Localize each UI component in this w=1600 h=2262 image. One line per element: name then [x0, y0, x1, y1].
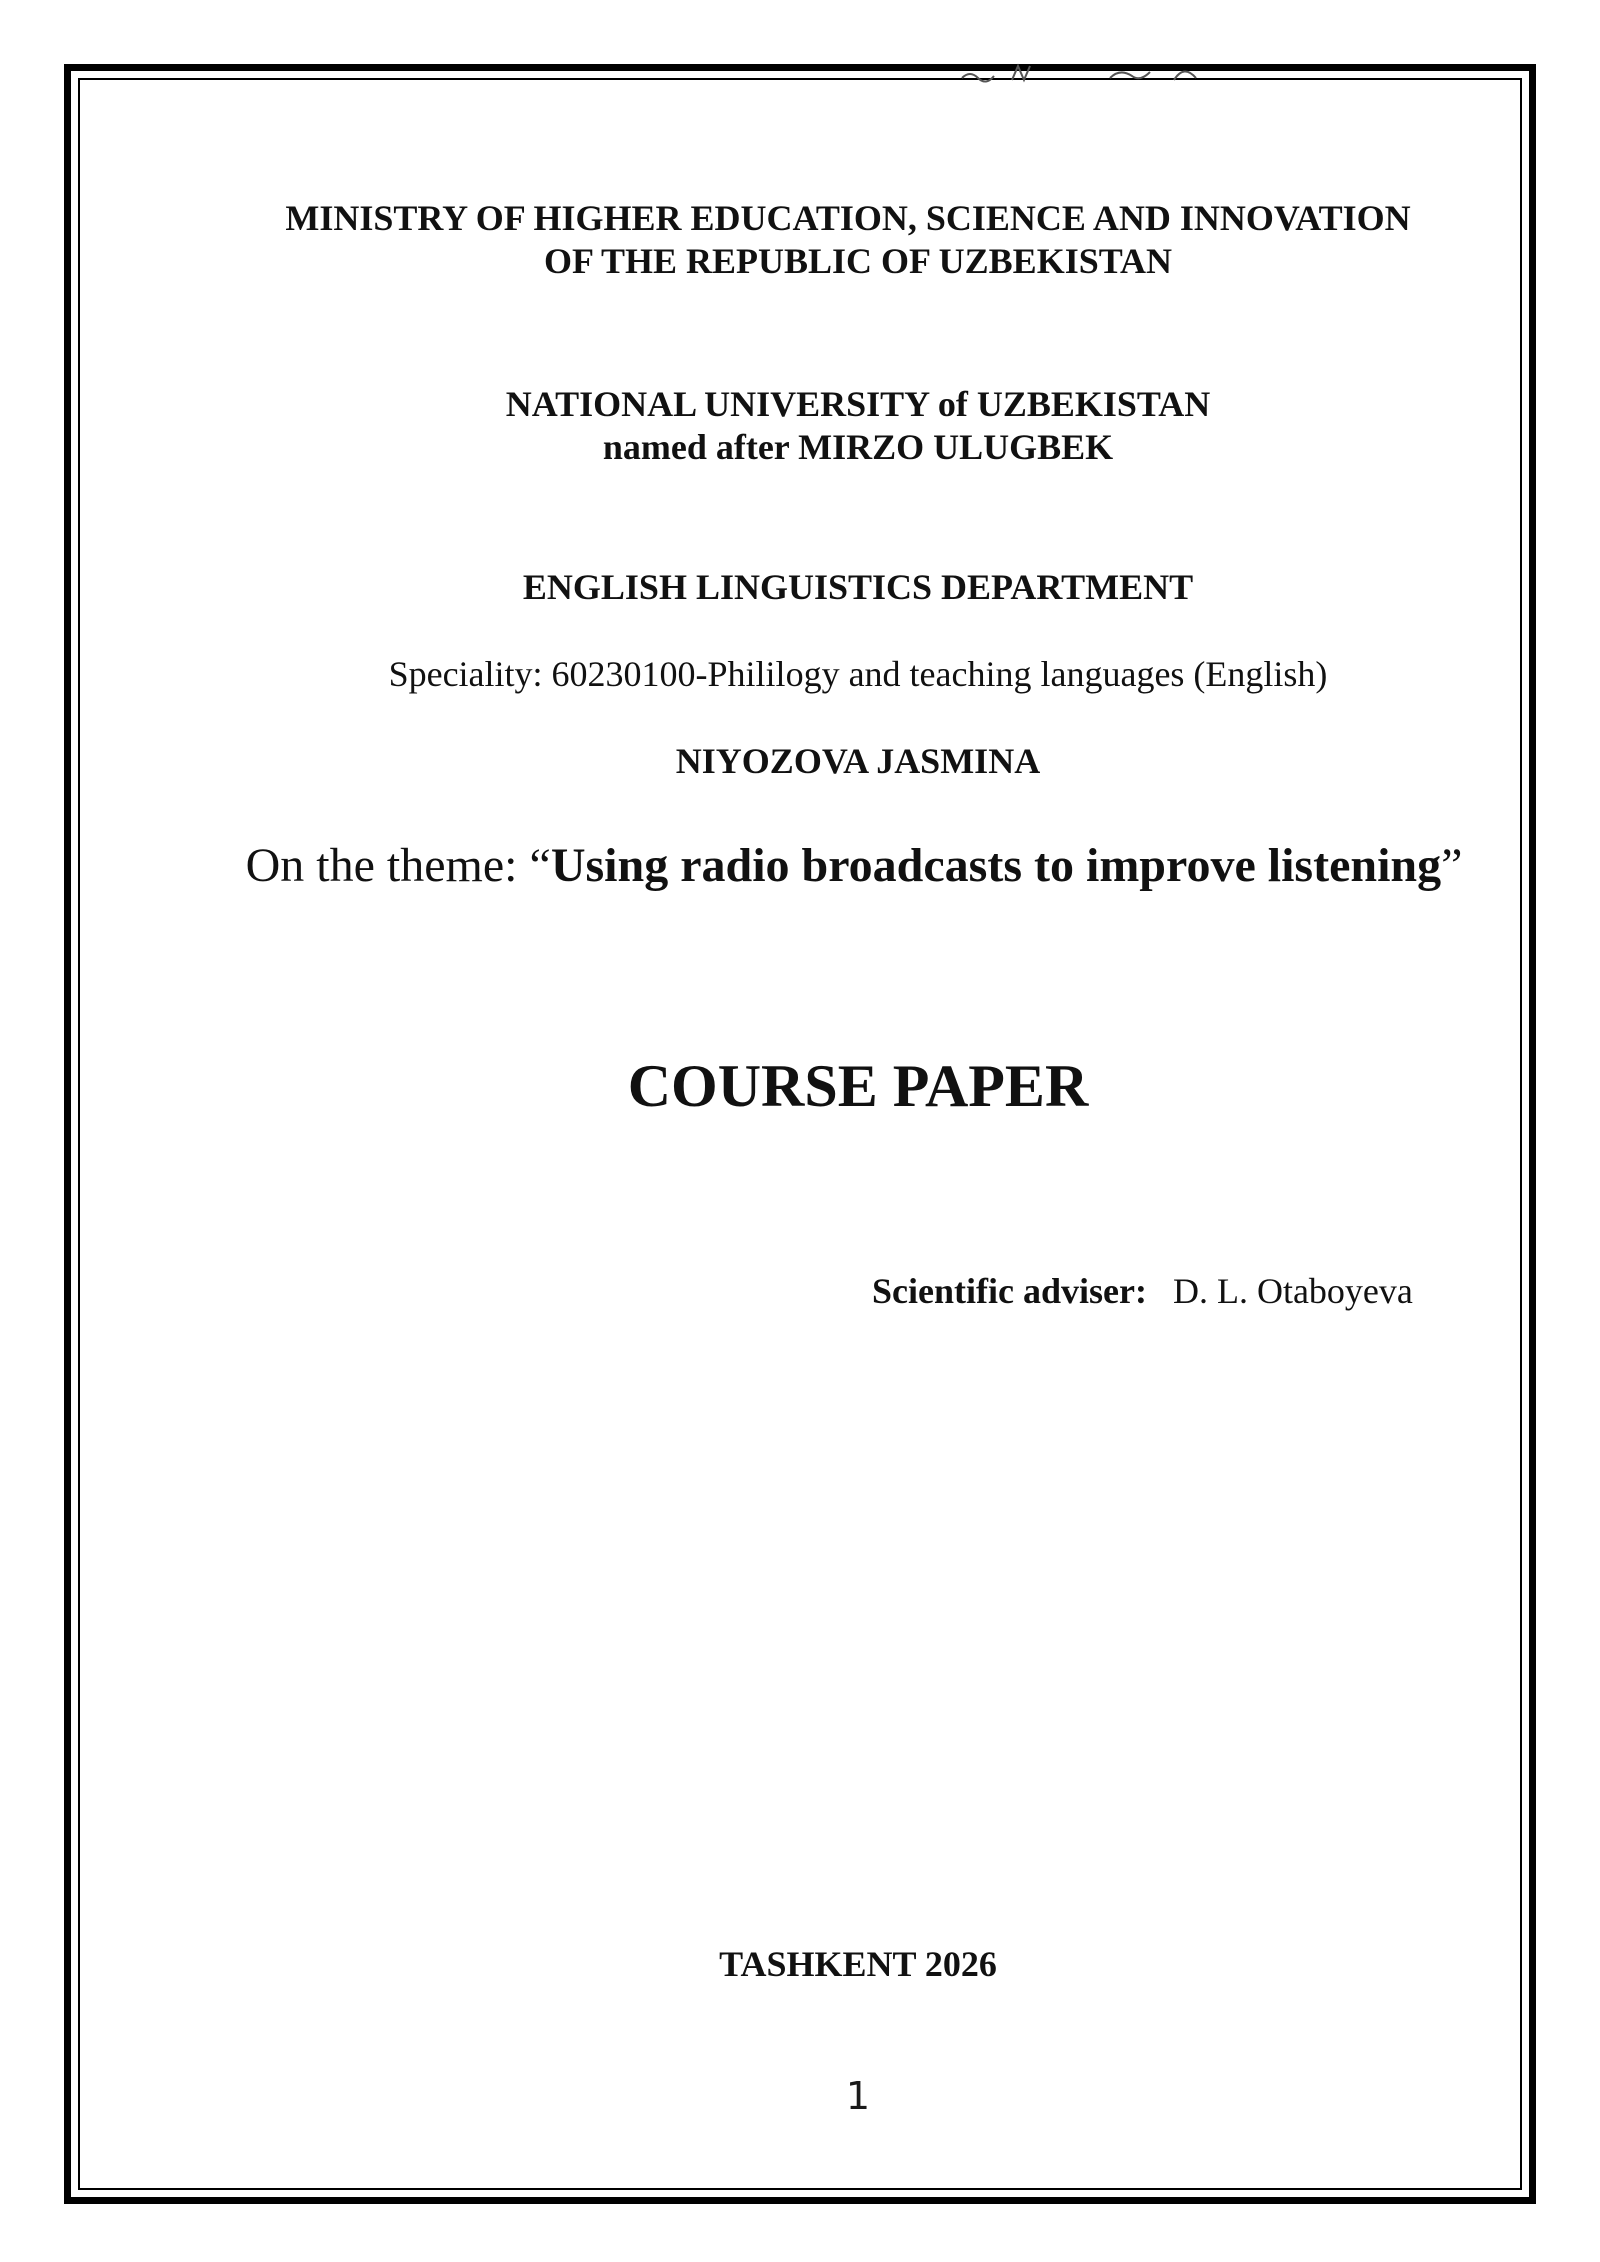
- university-name-line-2: named after MIRZO ULUGBEK: [602, 427, 1114, 467]
- university-name-line-1: NATIONAL UNIVERSITY of UZBEKISTAN: [505, 384, 1211, 424]
- speciality-line: Speciality: 60230100-Phililogy and teaching languages (English): [388, 654, 1328, 694]
- department-name: ENGLISH LINGUISTICS DEPARTMENT: [522, 567, 1194, 607]
- ministry-title-line-1: MINISTRY OF HIGHER EDUCATION, SCIENCE AND INNOVATION: [285, 198, 1411, 238]
- adviser-label: Scientific adviser:: [872, 1271, 1147, 1311]
- theme-line: [0, 838, 1600, 893]
- adviser-line: [872, 1270, 1413, 1312]
- document-type-title: COURSE PAPER: [627, 1053, 1089, 1119]
- theme-title: Using radio broadcasts to improve listening: [550, 839, 1442, 892]
- author-name: NIYOZOVA JASMINA: [675, 741, 1041, 781]
- theme-suffix: ”: [1441, 839, 1463, 892]
- handwritten-mark: [960, 58, 1240, 88]
- ministry-title-line-2: OF THE REPUBLIC OF UZBEKISTAN: [543, 241, 1173, 281]
- city-year: TASHKENT 2026: [719, 1944, 997, 1984]
- page-number: 1: [845, 2074, 871, 2118]
- theme-prefix: On the theme: “: [245, 839, 551, 892]
- adviser-name: D. L. Otaboyeva: [1172, 1271, 1413, 1311]
